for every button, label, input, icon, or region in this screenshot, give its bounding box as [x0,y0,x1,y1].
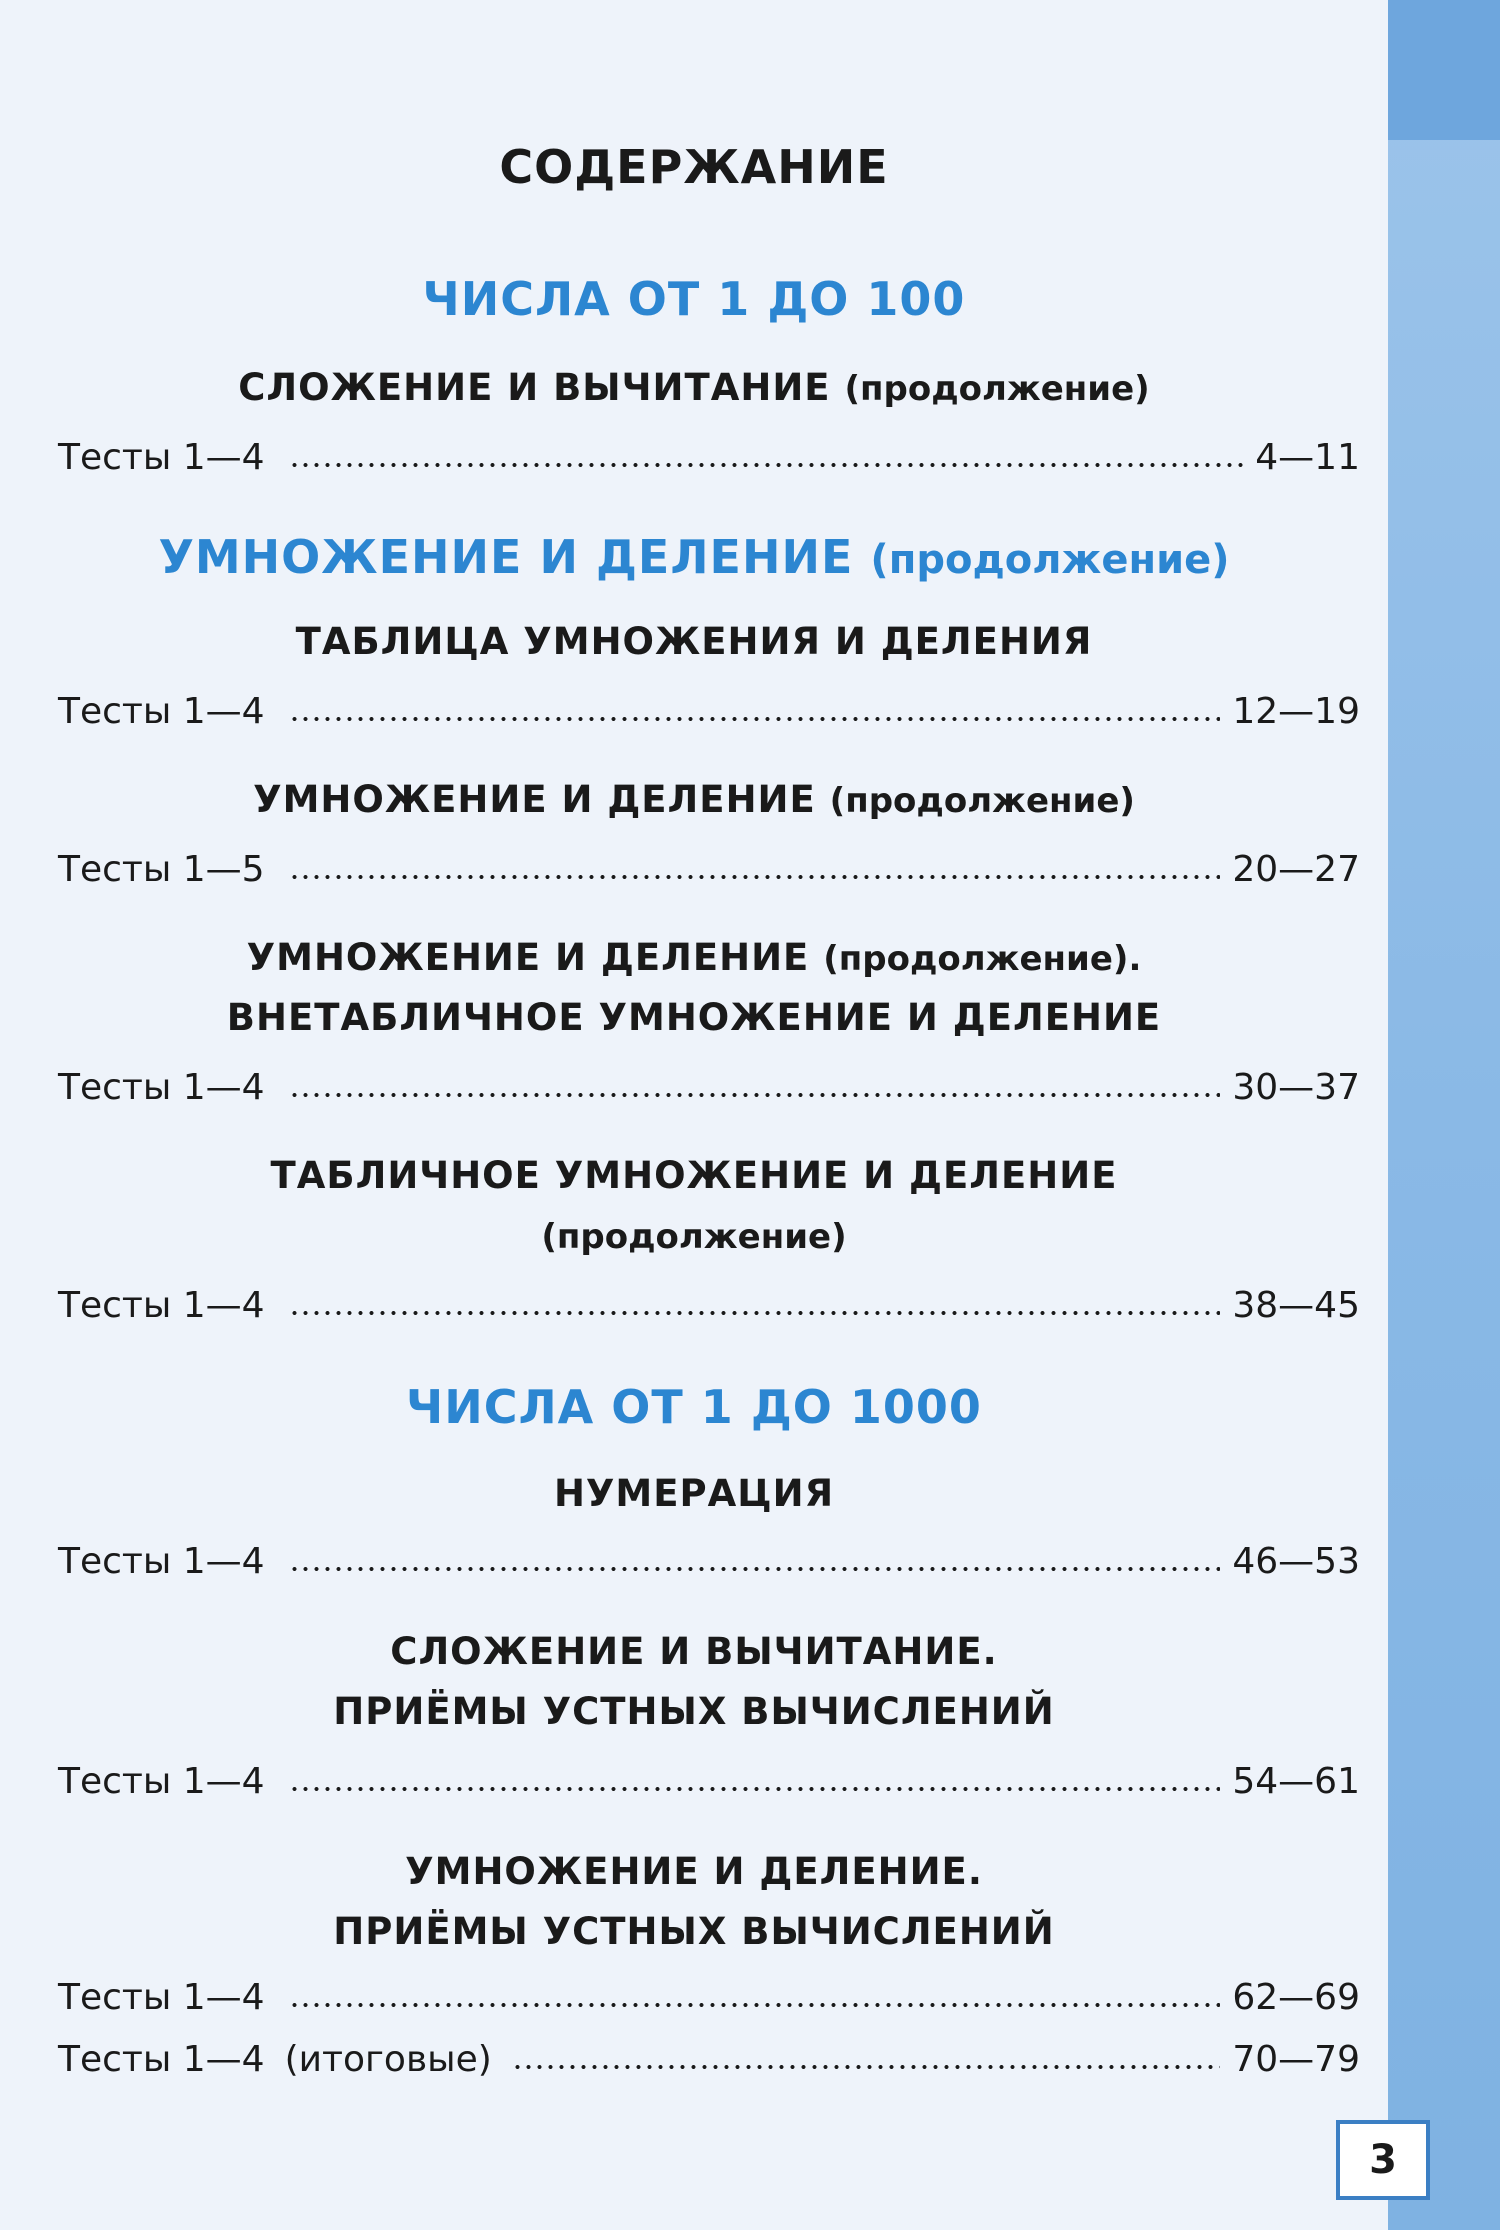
section-title-numbers-1-1000: ЧИСЛА ОТ 1 ДО 1000 [406,1380,982,1434]
right-margin-band [1388,0,1500,2230]
toc-row-label: Тесты 1—4 [58,691,265,732]
toc-row-pages: 70—79 [1232,2039,1360,2080]
subsection-tabular-note [0,1214,1388,1257]
toc-row-label: Тесты 1—4 [58,437,265,478]
subsection-note: (продолжение) [844,369,1150,409]
toc-row[interactable] [58,1752,1360,1802]
toc-row[interactable] [58,840,1360,890]
subsection-note: (продолжение). [823,939,1142,979]
subsection-addition-subtraction [0,366,1388,409]
subsection-title: УМНОЖЕНИЕ И ДЕЛЕНИЕ [253,778,816,821]
toc-row-pages: 30—37 [1232,1067,1360,1108]
toc-row-label: Тесты 1—4 [58,1285,265,1326]
subsection-tabular: ТАБЛИЧНОЕ УМНОЖЕНИЕ И ДЕЛЕНИЕ [270,1154,1118,1197]
subsection-title: УМНОЖЕНИЕ И ДЕЛЕНИЕ [246,936,810,979]
subsection-extratabular-line2: ВНЕТАБЛИЧНОЕ УМНОЖЕНИЕ И ДЕЛЕНИЕ [226,996,1162,1039]
toc-row-label: Тесты 1—4 [58,1977,265,2018]
toc-row[interactable] [58,1058,1360,1108]
dot-leader [289,874,1221,880]
right-margin-band-top [1388,0,1500,140]
toc-row[interactable] [58,1968,1360,2018]
dot-leader [289,1566,1221,1572]
toc-row-label: Тесты 1—4 [58,1541,265,1582]
subsection-title: СЛОЖЕНИЕ И ВЫЧИТАНИЕ [238,366,831,409]
section-title-text: УМНОЖЕНИЕ И ДЕЛЕНИЕ [158,530,854,584]
dot-leader [289,2002,1221,2008]
toc-row-pages: 38—45 [1232,1285,1360,1326]
section-title-note: (продолжение) [870,537,1230,583]
toc-row-label: Тесты 1—4 [58,1067,265,1108]
subsection-note: (продолжение) [829,781,1135,821]
toc-row-pages: 12—19 [1232,691,1360,732]
toc-row-pages: 4—11 [1255,437,1360,478]
toc-row-pages: 20—27 [1232,849,1360,890]
toc-row-pages: 46—53 [1232,1541,1360,1582]
toc-row[interactable] [58,1276,1360,1326]
dot-leader [289,1786,1221,1792]
subsection-multiplication-division [0,778,1388,821]
toc-row[interactable] [58,682,1360,732]
subsection-extratabular [0,936,1388,979]
toc-row-note: (итоговые) [284,2039,492,2080]
page-number: 3 [1336,2120,1430,2200]
dot-leader [289,1310,1221,1316]
toc-row-label: Тесты 1—5 [58,849,265,890]
subsection-multiplication-oral: УМНОЖЕНИЕ И ДЕЛЕНИЕ. [405,1850,983,1893]
toc-row[interactable] [58,428,1360,478]
dot-leader [289,462,1244,468]
section-title-multiplication-division [0,530,1388,584]
subsection-addition-oral-line2: ПРИЁМЫ УСТНЫХ ВЫЧИСЛЕНИЙ [333,1690,1055,1733]
subsection-multiplication-oral-line2: ПРИЁМЫ УСТНЫХ ВЫЧИСЛЕНИЙ [333,1910,1055,1953]
subsection-addition-oral: СЛОЖЕНИЕ И ВЫЧИТАНИЕ. [390,1630,998,1673]
subsection-note: (продолжение) [541,1217,847,1257]
subsection-numeration: НУМЕРАЦИЯ [553,1472,835,1515]
dot-leader [289,716,1221,722]
subsection-multiplication-table: ТАБЛИЦА УМНОЖЕНИЯ И ДЕЛЕНИЯ [295,620,1093,663]
toc-row-label: Тесты 1—4 [58,2039,265,2080]
toc-row-label: Тесты 1—4 [58,1761,265,1802]
dot-leader [512,2064,1221,2070]
section-title-numbers-1-100: ЧИСЛА ОТ 1 ДО 100 [422,272,966,326]
toc-row[interactable] [58,1532,1360,1582]
toc-row-pages: 62—69 [1232,1977,1360,2018]
toc-row-final-tests[interactable] [58,2030,1360,2080]
dot-leader [289,1092,1221,1098]
toc-row-pages: 54—61 [1232,1761,1360,1802]
contents-title: СОДЕРЖАНИЕ [499,140,889,194]
